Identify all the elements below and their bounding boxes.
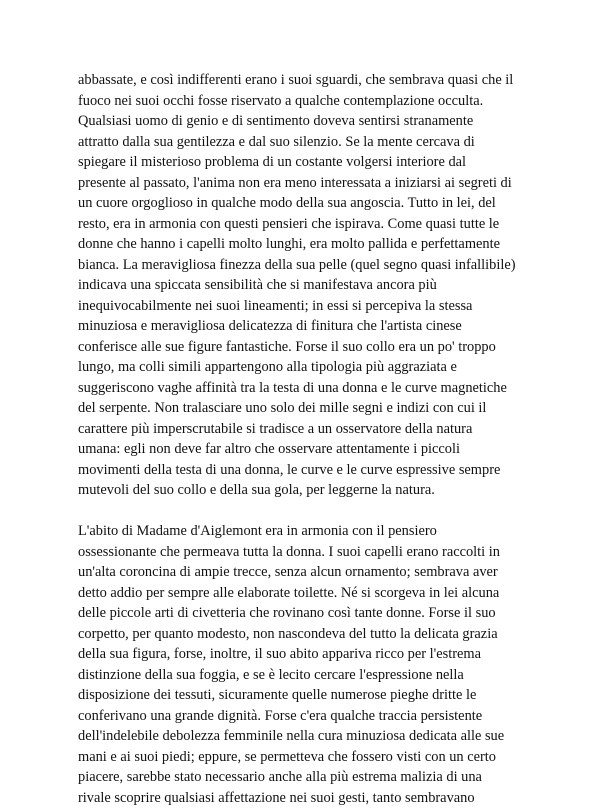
text-line: donne che hanno i capelli molto lunghi, era molto pallida e perfettamente: [78, 234, 538, 255]
paragraph-spacer: [78, 501, 538, 522]
text-line: conferisce alle sue figure fantastiche. Forse il suo collo era un po' troppo: [78, 337, 538, 358]
text-line: movimenti della testa di una donna, le curve e le curve espressive sempre: [78, 460, 538, 481]
text-line: corpetto, per quanto modesto, non nascondeva del tutto la delicata grazia: [78, 624, 538, 645]
text-line: resto, era in armonia con questi pensieri che ispirava. Come quasi tutte le: [78, 214, 538, 235]
text-line: suggeriscono vaghe affinità tra la testa di una donna e le curve magnetiche: [78, 378, 538, 399]
text-line: detto addio per sempre alle elaborate toilette. Né si scorgeva in lei alcuna: [78, 583, 538, 604]
text-line: abbassate, e così indifferenti erano i suoi sguardi, che sembrava quasi che il: [78, 70, 538, 91]
text-line: umana: egli non deve far altro che osservare attentamente i piccoli: [78, 439, 538, 460]
text-line: minuziosa e meravigliosa delicatezza di finitura che l'artista cinese: [78, 316, 538, 337]
text-line: Qualsiasi uomo di genio e di sentimento doveva sentirsi stranamente: [78, 111, 538, 132]
text-line: indicava una spiccata sensibilità che si manifestava ancora più: [78, 275, 538, 296]
text-line: conferivano una grande dignità. Forse c'era qualche traccia persistente: [78, 706, 538, 727]
text-line: disposizione dei tessuti, sicuramente quelle numerose pieghe dritte le: [78, 685, 538, 706]
paragraph: [78, 521, 538, 808]
text-line: lungo, ma colli simili appartengono alla tipologia più aggraziata e: [78, 357, 538, 378]
text-line: del serpente. Non tralasciare uno solo dei mille segni e indizi con cui il: [78, 398, 538, 419]
text-line: ossessionante che permeava tutta la donna. I suoi capelli erano raccolti in: [78, 542, 538, 563]
text-line: attratto dalla sua gentilezza e dal suo silenzio. Se la mente cercava di: [78, 132, 538, 153]
text-line: L'abito di Madame d'Aiglemont era in armonia con il pensiero: [78, 521, 538, 542]
text-line: un'alta coroncina di ampie trecce, senza alcun ornamento; sembrava aver: [78, 562, 538, 583]
text-line: inequivocabilmente nei suoi lineamenti; in essi si percepiva la stessa: [78, 296, 538, 317]
text-line: fuoco nei suoi occhi fosse riservato a qualche contemplazione occulta.: [78, 91, 538, 112]
text-line: mani e ai suoi piedi; eppure, se permetteva che fossero visti con un certo: [78, 747, 538, 768]
text-line: presente al passato, l'anima non era meno interessata a iniziarsi ai segreti di: [78, 173, 538, 194]
paragraph: [78, 70, 538, 501]
text-line: rivale scoprire qualsiasi affettazione nei suoi gesti, tanto sembravano: [78, 788, 538, 808]
text-line: un cuore orgoglioso in qualche modo della sua angoscia. Tutto in lei, del: [78, 193, 538, 214]
text-line: bianca. La meravigliosa finezza della sua pelle (quel segno quasi infallibile): [78, 255, 538, 276]
text-line: della sua figura, forse, inoltre, il suo abito appariva ricco per l'estrema: [78, 644, 538, 665]
text-line: piacere, sarebbe stato necessario anche alla più estrema malizia di una: [78, 767, 538, 788]
text-line: delle piccole arti di civetteria che rovinano così tante donne. Forse il suo: [78, 603, 538, 624]
text-line: dell'indelebile debolezza femminile nella cura minuziosa dedicata alle sue: [78, 726, 538, 747]
text-line: distinzione della sua foggia, e se è lecito cercare l'espressione nella: [78, 665, 538, 686]
text-line: spiegare il misterioso problema di un costante volgersi interiore dal: [78, 152, 538, 173]
text-line: carattere più imperscrutabile si tradisce a un osservatore della natura: [78, 419, 538, 440]
document-page: [78, 70, 538, 808]
text-line: mutevoli del suo collo e della sua gola, per leggerne la natura.: [78, 480, 538, 501]
